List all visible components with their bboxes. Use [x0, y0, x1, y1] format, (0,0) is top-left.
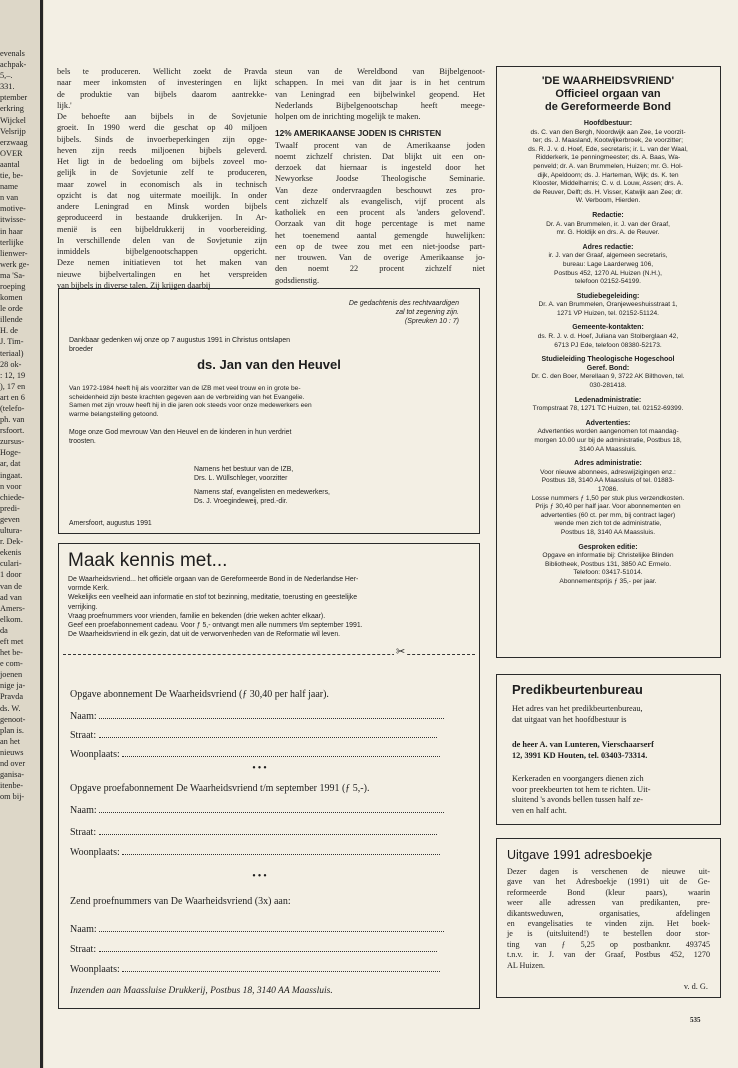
col1-line: gelijk in de Sovjetunie zelf te produceren,	[57, 168, 267, 178]
strip-line: terlijke	[0, 237, 24, 247]
strip-line: da	[0, 625, 8, 635]
col1-line: Het ligt in de bedoeling om bijbels zoveel mo-	[57, 157, 267, 166]
col1-line: In verschillende delen van de Sovjetunie zijn	[57, 235, 267, 245]
form-2-city-field[interactable]	[70, 846, 475, 858]
strip-line: 331.	[0, 82, 15, 92]
studieleiding-heading: Geref. Bond:	[586, 364, 630, 372]
adresboekje-line: en evangelisaties te vinden zijn. Het boek-	[507, 919, 710, 929]
studieleiding-line: Dr. C. den Boer, Merellaan 9, 3722 AK Bilthoven, tel.	[531, 373, 685, 381]
prediking-body-line: sluitend 's avonds bellen tussen half ze-	[512, 795, 643, 805]
strip-line: ad van	[0, 592, 22, 602]
strip-line: J. Tim-	[0, 337, 24, 347]
adres-admin-line: Losse nummers ƒ 1,50 per stuk plus verzendkosten.	[531, 494, 685, 502]
prediking-box	[496, 674, 721, 825]
col2-line: van Leningrad een bijbelwinkel geopend. Het	[275, 89, 485, 99]
strip-line: roeping	[0, 281, 26, 291]
form-2-street-field[interactable]	[70, 826, 475, 838]
strip-line: 28 ok-	[0, 359, 22, 369]
ledenadmin-line: Trompstraat 78, 1271 TC Huizen, tel. 02152-69399.	[532, 405, 684, 413]
quote-line: zal tot zegening zijn.	[395, 309, 459, 316]
form-2-title: Opgave proefabonnement De Waarheidsvriend t/m september 1991 (ƒ 5,-).	[70, 783, 370, 794]
adres-admin-line: Voor nieuwe abonnees, adreswijzigingen enz.:	[540, 468, 676, 476]
ad-line: Vraag proefnummers voor vrienden, familie en bekenden (drie weken achter elkaar).	[68, 612, 326, 620]
strip-line: n van	[0, 193, 19, 203]
col2-line: derzoek dat hiernaar is ingesteld door het	[275, 163, 485, 172]
strip-line: 5,–.	[0, 71, 13, 81]
strip-line: achpak-	[0, 60, 27, 70]
strip-line: erkring	[0, 104, 24, 114]
form-3-name-field[interactable]	[70, 923, 475, 935]
prediking-body	[512, 774, 712, 816]
prediking-title: Predikbeurtenbureau	[512, 682, 643, 697]
colophon-title: Officieel orgaan van	[555, 88, 661, 100]
studieleiding-heading: Studieleiding Theologische Hogeschool	[541, 356, 675, 364]
strip-line: predi-	[0, 503, 20, 513]
adresboekje-box	[496, 838, 721, 998]
page-number: 535	[690, 1016, 701, 1024]
hoofdbestuur-line: dijk, Apeldoorn; ds. J. Harteman, Wijk; ds. K. ten	[537, 171, 679, 179]
col1-line: De behoefte aan bijbels in de Sovjetunie	[57, 112, 267, 121]
strip-line: ar, dat	[0, 459, 21, 469]
gemeente-line: 6713 PJ Ede, telefoon 08380-52173.	[554, 341, 662, 349]
col2-line: Twaalf procent van de Amerikaanse joden	[275, 140, 485, 150]
form-2-name-field[interactable]	[70, 804, 475, 816]
redactie-line: Dr. A. van Brummelen, ir. J. van der Graaf,	[546, 220, 670, 228]
adres-admin-line: Postbus 18, 3140 AA Maassluis.	[560, 528, 656, 536]
memoriam-body-line: scheidenheid zijn beste krachten gegeven aan de verbreiding van het Evangelie.	[69, 393, 305, 401]
strip-line: (telefo-	[0, 404, 25, 413]
strip-line: rsfoort.	[0, 426, 25, 436]
gesproken-heading: Gesproken editie:	[578, 543, 638, 551]
strip-line: van de	[0, 581, 22, 591]
form-2-name-label: Naam:	[70, 805, 97, 816]
adresboekje-line: reformeerde Bond (kleur paars), waarin	[507, 887, 710, 897]
strip-line: ultura-	[0, 526, 23, 536]
memoriam-body	[69, 385, 471, 419]
memoriam-signature-board	[194, 466, 293, 483]
strip-line: nd over	[0, 759, 26, 768]
strip-line: ds. W.	[0, 703, 21, 713]
gesproken-line: Telefoon: 03417-51014.	[573, 569, 643, 577]
adresboekje-body	[507, 867, 710, 971]
quote-line: De gedachtenis des rechtvaardigen	[348, 300, 459, 307]
form-1-name-label: Naam:	[70, 711, 97, 722]
col2-line: katholiek en een procent als 'anders gelovend'.	[275, 208, 485, 217]
strip-line: ), 17 en	[0, 381, 26, 391]
article-column-1	[57, 66, 267, 291]
col1-line: menië is een bijbeldrukkerij in voorbereiding.	[57, 224, 267, 234]
prediking-intro-line: dat uitgaat van het hoofdbestuur is	[512, 714, 627, 724]
col1-line: nieuwe bijbelvertalingen en het verspreiden	[57, 269, 267, 279]
strip-line: n voor	[0, 481, 22, 491]
form-2-street-label: Straat:	[70, 827, 97, 838]
memoriam-wish-line: Moge onze God mevrouw Van den Heuvel en de kinderen in hun verdriet	[69, 429, 292, 436]
col2-line: schappen. In mei van dit jaar is in het centrum	[275, 78, 485, 88]
strip-line: Wijckel	[0, 115, 26, 125]
col1-line: Deze nemen initiatieven tot het maken van	[57, 258, 267, 268]
quote-line: (Spreuken 10 : 7)	[404, 318, 459, 325]
form-3-city-field[interactable]	[70, 963, 475, 975]
col1-line: bijbels. Sinds de invoerbeperkingen zijn opge-	[57, 134, 267, 144]
ad-line: Geef een proefabonnement cadeau. Voor ƒ 5,- ontvangt men alle nummers t/m september 1991.	[68, 622, 363, 630]
strip-line: aantal	[0, 159, 20, 169]
strip-line: ma 'Sa-	[0, 270, 25, 280]
scissors-icon: ✂	[396, 646, 406, 658]
gemeente-line: ds. R. J. v. d. Hoef, Juliana van Stolberglaan 42,	[537, 333, 679, 341]
signature-line: Ds. J. Vroegindeweij, pred.-dir.	[194, 497, 288, 505]
col2-line: Nederlands Bijbelgenootschap heeft meege-	[275, 100, 485, 110]
strip-line: chiede-	[0, 492, 25, 502]
strip-line: tie, be-	[0, 171, 24, 181]
strip-line: werk ge-	[0, 259, 30, 269]
ad-footer: Inzenden aan Maassluise Drukkerij, Postbus 18, 3140 AA Maassluis.	[70, 986, 333, 996]
strip-line: eft met	[0, 636, 24, 646]
binding-gutter	[40, 0, 43, 1068]
strip-line: name	[0, 182, 18, 192]
redactie-line: mr. G. Holdijk en drs. A. de Reuver.	[556, 229, 660, 237]
strip-line: OVER	[0, 148, 23, 158]
adresboekje-line: AL Huizen.	[507, 960, 545, 970]
gemeente-heading: Gemeente-kontakten:	[572, 324, 644, 332]
hoofdbestuur-line: Ridderkerk, 1e penningmeester; ds. A. Baas, Wa-	[535, 154, 681, 162]
strip-line: H. de	[0, 326, 18, 336]
intro-line: broeder	[69, 346, 94, 353]
ledenadmin-heading: Ledenadministratie:	[574, 396, 642, 404]
strip-line: geven	[0, 514, 20, 524]
form-1-title: Opgave abonnement De Waarheidsvriend (ƒ 30,40 per half jaar).	[70, 689, 329, 700]
colophon-content	[501, 75, 715, 587]
strip-line: evenals	[0, 49, 25, 58]
adresboekje-line: dikantsweduwen, organisaties, afdelingen	[507, 908, 710, 918]
col1-line: bels te produceren. Wellicht zoekt de Pravda	[57, 67, 267, 76]
colophon-title: de Gereformeerde Bond	[545, 101, 671, 113]
memoriam-body-line: Samen met zijn vrouw heeft hij in die jaren ook steeds voor onze medewerkers een	[69, 402, 312, 410]
strip-line: itenbe-	[0, 781, 24, 791]
col2-line: godsdienstig.	[275, 275, 320, 285]
adresboekje-line: je is (uitsluitend!) te bestellen door stor-	[507, 929, 710, 939]
hoofdbestuur-line: ter; ds. J. Maasland, Kootwijkerbroek, 2e voorzitter;	[533, 137, 683, 145]
strip-line: genoot-	[0, 714, 26, 724]
order-form	[58, 543, 480, 1009]
adres-admin-line: Postbus 18, 3140 AA Maassluis of tel. 01883-	[541, 477, 675, 485]
strip-line: om bij-	[0, 792, 25, 802]
ad-line: verrijking.	[68, 603, 98, 611]
hoofdbestuur-line: W. Verboom, Hierden.	[575, 197, 641, 205]
col2-line: den noemt 22 procent zichzelf niet	[275, 264, 485, 274]
advertenties-heading: Advertenties:	[585, 419, 631, 427]
prediking-address	[512, 740, 712, 761]
ad-line: De Waarheidsvriend in elk gezin, dat uit de verworvenheden van de Reformatie wil leven.	[68, 631, 341, 639]
strip-line: ph. van	[0, 415, 25, 425]
adresboekje-line: Dezer dagen is verschenen de nieuwe uit-	[507, 867, 710, 876]
strip-line: ekenis	[0, 548, 22, 558]
col2-line: Van deze ondervraagden beschouwt zes pro-	[275, 185, 485, 195]
memoriam-name: ds. Jan van den Heuvel	[197, 357, 341, 372]
memoriam-box	[58, 288, 480, 534]
adresboekje-title: Uitgave 1991 adresboekje	[507, 848, 653, 862]
form-1-name-field[interactable]	[70, 710, 475, 722]
col1-line: de produktie van bijbels daarom aantrekke-	[57, 89, 267, 99]
colophon-box	[496, 66, 721, 658]
hoofdbestuur-line: penveld; dr. A. van Brummelen, Huizen; mr. G. Hol-	[533, 162, 683, 170]
col1-line: maar zowel in economisch als in technisch	[57, 179, 267, 189]
memoriam-quote	[349, 299, 459, 326]
strip-line: nieuws	[0, 747, 24, 757]
redactie-heading: Redactie:	[592, 211, 624, 219]
col1-line: groeit. In 1990 werd die geschat op 40 miljoen	[57, 123, 267, 133]
strip-line: Hoge-	[0, 448, 21, 458]
form-3-title: Zend proefnummers van De Waarheidsvriend (3x) aan:	[70, 896, 291, 907]
memoriam-place-date: Amersfoort, augustus 1991	[69, 520, 152, 527]
signature-line: Drs. L. Wüllschleger, voorzitter	[194, 474, 288, 482]
strip-line: illende	[0, 315, 23, 325]
col2-line: holpen om de inrichting mogelijk te maken.	[275, 112, 421, 121]
strip-line: ingaat.	[0, 470, 23, 480]
memoriam-wish	[69, 429, 471, 446]
advertenties-line: 3140 AA Maassluis.	[579, 445, 637, 453]
memoriam-signature-staff	[194, 489, 330, 506]
col2-line: een op de twee zou met een niet-joodse part-	[275, 241, 485, 251]
form-2-city-label: Woonplaats:	[70, 847, 120, 858]
advertenties-line: Advertenties worden aangenomen tot maandag-	[537, 428, 679, 436]
col1-line: naar meer inkomsten of investeringen en lijkt	[57, 78, 267, 88]
strip-line: 1 door	[0, 570, 22, 580]
adres-redactie-line: bureau: Lage Laarderweg 106,	[562, 260, 654, 268]
adres-admin-line: Prijs ƒ 30,40 per half jaar. Voor abonnementen en	[535, 503, 681, 511]
studieleiding-line: 030-281418.	[589, 382, 627, 390]
hoofdbestuur-line: ds. C. van den Bergh, Noordwijk aan Zee, 1e voorzit-	[530, 128, 686, 136]
strip-line: le orde	[0, 304, 23, 314]
strip-line: itwisse-	[0, 215, 26, 225]
form-3-city-label: Woonplaats:	[70, 964, 120, 975]
studiebegeleiding-heading: Studiebegeleiding:	[576, 292, 640, 300]
prediking-body-line: ven en half acht.	[512, 805, 567, 815]
hoofdbestuur-line: ds. R. J. v. d. Hoef, Ede, secretaris; ir. L. van der Waal,	[528, 145, 688, 153]
strip-line: e com-	[0, 659, 23, 669]
article-column-2	[275, 66, 485, 286]
strip-line: in haar	[0, 226, 23, 236]
col2-line: ner trouwen. Van de overige Amerikaanse jo-	[275, 253, 485, 262]
prediking-address-line: de heer A. van Lunteren, Vierschaarserf	[512, 740, 654, 749]
form-3-name-label: Naam:	[70, 924, 97, 935]
studiebegeleiding-line: Dr. A. van Brummelen, Oranjeweeshuisstraat 1,	[538, 301, 678, 309]
separator-stars-2: •••	[252, 871, 269, 882]
strip-line: elkom.	[0, 614, 23, 624]
col1-line: heven zijn reeds miljoenen bijbels geleverd.	[57, 145, 267, 155]
strip-line: motive-	[0, 204, 26, 214]
strip-line: art en 6	[0, 392, 25, 402]
strip-line: an het	[0, 736, 21, 746]
memoriam-intro	[69, 336, 469, 354]
prediking-intro	[512, 704, 712, 725]
studiebegeleiding-line: 1271 VP Huizen, tel. 02152-51124.	[556, 309, 660, 317]
strip-line: Amers-	[0, 603, 25, 613]
col2-line: noemt zichzelf christen. Dat blijkt uit een on-	[275, 151, 485, 161]
colophon-title: 'DE WAARHEIDSVRIEND'	[541, 75, 675, 87]
adres-admin-line: 17086.	[597, 485, 619, 493]
hoofdbestuur-line: Klooster, Middelharnis; C. v. d. Louw, Assen; drs. A.	[532, 180, 684, 188]
memoriam-wish-line: troosten.	[69, 437, 96, 445]
gesproken-line: Abonnementsprijs ƒ 35,- per jaar.	[559, 577, 657, 585]
strip-line: ganisa-	[0, 770, 24, 780]
col2-line: Newyorkse Joodse Theologische Seminarie.	[275, 174, 485, 184]
intro-line: Dankbaar gedenken wij onze op 7 augustus 1991 in Christus ontslapen	[69, 337, 291, 344]
signature-line: Namens het bestuur van de IZB,	[194, 466, 294, 473]
col1-line: opzicht is dat nog uitermate moeilijk. In onder	[57, 190, 267, 200]
hoofdbestuur-line: de Reuver, Delft; ds. H. Visser, Katwijk aan Zee; dr.	[533, 188, 683, 196]
col1-line: andere Leningrad en Minsk worden bijbels	[57, 202, 267, 211]
col1-line: geproduceerd in bestaande drukkerijen. In Ar-	[57, 213, 267, 223]
col2-line: cent zichzelf als evangelisch, vijf procent als	[275, 196, 485, 206]
strip-line: joenen	[0, 670, 23, 680]
col2-line: steun van de Wereldbond van Bijbelgenoot-	[275, 67, 485, 76]
separator-stars-1: •••	[252, 763, 269, 774]
strip-line: Velsrijp	[0, 126, 26, 136]
advertenties-line: morgen 10.00 uur bij de administratie, Postbus 18,	[534, 437, 682, 444]
adres-admin-line: advertenties (60 ct. per mm, bij contract lager)	[540, 511, 676, 519]
adresboekje-line: t.n.v. ir. J. van der Graaf, Postbus 452, 1270	[507, 950, 710, 960]
ad-line: Wekelijks een veelheid aan informatie en stof tot bezinning, meditatie, toerusting en geestelijke	[68, 594, 358, 602]
strip-line: Pravda	[0, 692, 24, 702]
memoriam-body-line: warme belangstelling getoond.	[69, 410, 159, 418]
article-heading: 12% AMERIKAANSE JODEN IS CHRISTEN	[275, 128, 442, 139]
adresboekje-line: ting van ƒ 5,25 op postbanknr. 493745	[507, 939, 710, 949]
signature-line: Namens staf, evangelisten en medewerkers,	[194, 489, 330, 496]
ad-line: De Waarheidsvriend... het officiële orgaan van de Gereformeerde Bond in de Nederlandse Her-	[68, 576, 359, 583]
adres-admin-line: wende men zich tot de administratie,	[554, 520, 662, 528]
col2-line: het toenemend aantal gemengde huwelijken:	[275, 230, 485, 240]
prediking-intro-line: Het adres van het predikbeurtenbureau,	[512, 704, 643, 713]
strip-line: culari-	[0, 559, 22, 569]
adres-admin-heading: Adres administratie:	[574, 460, 642, 468]
adres-redactie-line: telefoon 02152-54199.	[575, 278, 641, 286]
prediking-address-line: 12, 3991 KD Houten, tel. 03403-73314.	[512, 750, 648, 760]
prediking-body-line: voor preekbeurten tot hem te richten. Uit-	[512, 784, 651, 794]
strip-line: teriaal)	[0, 348, 24, 358]
form-1-city-label: Woonplaats:	[70, 749, 120, 760]
gesproken-line: Bibliotheek, Postbus 131, 3850 AC Ermelo.	[544, 560, 672, 568]
adresboekje-sign: v. d. G.	[683, 982, 708, 991]
strip-line: komen	[0, 293, 23, 303]
strip-line: plan is.	[0, 725, 24, 735]
previous-page-text	[0, 48, 40, 802]
form-1-street-label: Straat:	[70, 730, 97, 741]
memoriam-body-line: Van 1972-1984 heeft hij als voorzitter van de IZB met veel trouw en in grote be-	[69, 385, 301, 392]
col1-line: inmiddels bijbelgenootschappen opgericht.	[57, 247, 267, 256]
strip-line: lienwer-	[0, 248, 28, 258]
adres-redactie-heading: Adres redactie:	[582, 243, 634, 251]
gesproken-line: Opgave en informatie bij: Christelijke Blinden	[542, 552, 674, 560]
strip-line: r. Dek-	[0, 537, 24, 547]
strip-line: het be-	[0, 648, 23, 658]
adresboekje-line: weer alle adressen van predikanten, pre-	[507, 898, 710, 908]
col1-line: van bijbels in diverse talen. Zij krijgen daarbij	[57, 280, 211, 290]
adresboekje-line: gave van het Adresboekje (1991) uit de Ge-	[507, 877, 710, 887]
strip-line: zursus-	[0, 437, 24, 447]
form-3-street-label: Straat:	[70, 944, 97, 955]
ad-line: vormde Kerk.	[68, 585, 109, 593]
col2-line: Oorzaak van dit hoge percentage is met name	[275, 219, 485, 229]
form-3-street-field[interactable]	[70, 943, 475, 955]
form-1-city-field[interactable]	[70, 748, 475, 760]
strip-line: : 12, 19	[0, 370, 26, 380]
adres-redactie-line: Postbus 452, 1270 AL Huizen (N.H.),	[554, 269, 662, 277]
strip-line: ptember	[0, 93, 28, 103]
strip-line: nige ja-	[0, 681, 26, 691]
strip-line: erzwaag	[0, 137, 28, 147]
adres-redactie-line: ir. J. van der Graaf, algemeen secretaris,	[548, 252, 668, 260]
col1-line: lijk.'	[57, 100, 72, 110]
hoofdbestuur-heading: Hoofdbestuur:	[583, 120, 633, 127]
ad-title: Maak kennis met...	[68, 550, 228, 571]
prediking-body-line: Kerkeraden en voorgangers dienen zich	[512, 774, 644, 783]
form-1-street-field[interactable]	[70, 729, 475, 741]
